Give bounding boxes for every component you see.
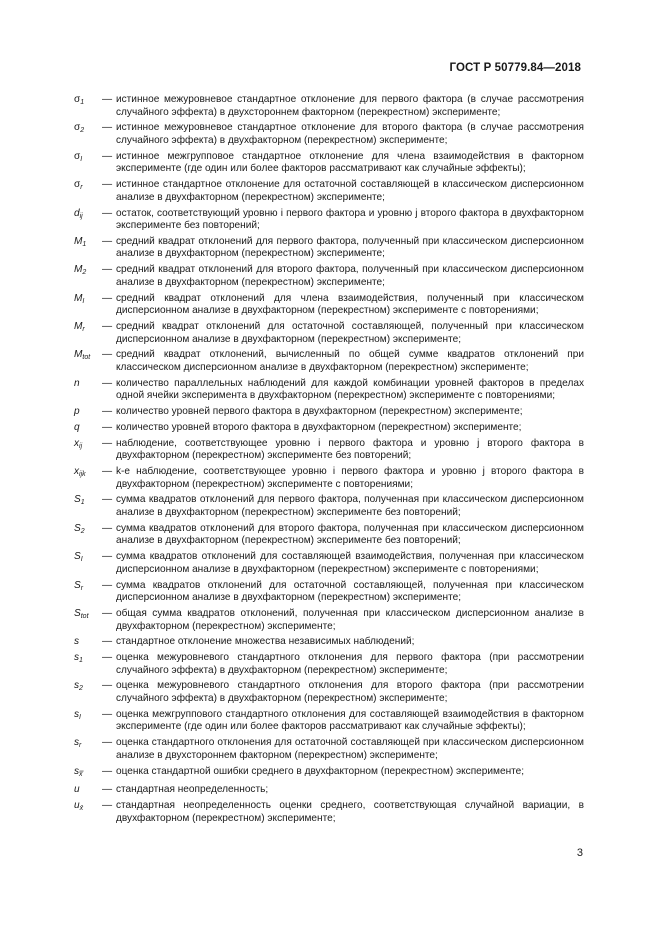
definition-dash: —: [102, 680, 113, 692]
definition-text: стандартная неопределенность;: [116, 784, 269, 796]
definition-symbol: [72, 523, 102, 539]
definition-symbol: [72, 422, 102, 435]
definition-row: [72, 766, 584, 782]
symbol-subscript: 2: [80, 527, 85, 535]
definition-row: [72, 551, 584, 576]
definition-row: [72, 580, 584, 605]
definition-row: [72, 737, 584, 762]
definition-text: оценка межуровневого стандартного отклонения для второго фактора (при рассмотрении случайного эффекта) в двухфакторном (перекрестном) эксперименте;: [116, 680, 584, 705]
definition-text: стандартное отклонение множества независимых наблюдений;: [116, 636, 415, 648]
definition-text: средний квадрат отклонений для второго фактора, полученный при классическом дисперсионном анализе в двухфакторном (перекрестном) эксперименте;: [116, 264, 584, 288]
definition-row: [72, 494, 584, 519]
definition-row: [72, 680, 584, 705]
symbol-base: M: [74, 235, 83, 247]
definition-row: [72, 652, 584, 677]
symbol-base: σ: [74, 122, 81, 134]
definition-text: остаток, соответствующий уровню i первого фактора и уровню j второго фактора в двухфакторном эксперименте без повторений;: [116, 207, 584, 232]
definition-dash: —: [102, 765, 113, 777]
definition-dash: —: [102, 321, 113, 332]
definition-dash: —: [102, 179, 113, 191]
definition-dash: —: [102, 406, 113, 418]
definition-symbol: [72, 636, 102, 649]
symbol-subscript: 2: [79, 685, 83, 693]
definition-text: средний квадрат отклонений, вычисленный по общей сумме квадратов отклонений при классическом дисперсионном анализе в двухфакторном (перекрестном) эксперименте;: [116, 349, 584, 373]
definition-row: [72, 608, 584, 633]
definition-symbol: [72, 122, 102, 138]
symbol-base: x: [74, 437, 80, 449]
definition-dash: —: [102, 349, 113, 361]
symbol-subscript: r: [80, 184, 83, 192]
definition-symbol: [72, 608, 102, 624]
symbol-base: M: [74, 264, 83, 276]
definition-symbol: [72, 466, 102, 482]
symbol-base: σ: [74, 94, 81, 105]
symbol-base: u: [74, 784, 80, 796]
definition-row: [72, 264, 584, 289]
definition-text: оценка стандартного отклонения для остаточной составляющей при классическом дисперсионном анализе в двухстороннем факторном (перекрестном) эксперименте;: [116, 737, 584, 761]
symbol-subscript: ij: [79, 212, 83, 220]
symbol-base: S: [74, 607, 81, 619]
symbol-subscript: I: [79, 713, 81, 721]
definition-symbol: [72, 321, 102, 337]
definition-dash: —: [102, 377, 113, 389]
definition-row: [72, 179, 584, 204]
symbol-base: S: [74, 551, 81, 563]
definition-symbol: [72, 179, 102, 195]
definition-dash: —: [102, 579, 113, 591]
definition-row: [72, 406, 584, 419]
definition-text: общая сумма квадратов отклонений, полученная при классическом дисперсионном анализе в двухфакторном (перекрестном) эксперименте;: [116, 607, 584, 632]
symbol-base: p: [74, 406, 80, 418]
symbol-base: σ: [74, 150, 81, 162]
symbol-subscript: I: [82, 297, 85, 305]
definition-dash: —: [102, 607, 113, 619]
symbol-subscript: tot: [82, 354, 91, 362]
definition-row: [72, 321, 584, 346]
definition-dash: —: [102, 150, 113, 162]
definition-symbol: [72, 784, 102, 797]
symbol-subscript: x̿: [79, 770, 83, 778]
definition-symbol: [72, 151, 102, 167]
symbol-base: s: [74, 652, 80, 664]
definition-text: количество уровней первого фактора в двухфакторном (перекрестном) эксперименте;: [116, 406, 523, 418]
definition-symbol: [72, 680, 102, 696]
definition-text: наблюдение, соответствующее уровню i первого фактора и уровню j второго фактора в двухфакторном (перекрестном) эксперименте без повторений;: [116, 437, 584, 462]
definition-dash: —: [102, 122, 113, 134]
symbol-base: s: [74, 737, 80, 749]
definition-row: [72, 236, 584, 261]
definition-row: [72, 378, 584, 403]
symbol-base: σ: [74, 179, 81, 191]
definition-text: средний квадрат отклонений для члена взаимодействия, полученный при классическом дисперсионном анализе в двухфакторном (перекрестном) эксперименте с повторениями;: [116, 292, 584, 317]
definitions-list: [72, 94, 584, 829]
definition-text: истинное стандартное отклонение для остаточной составляющей в классическом дисперсионном анализе в двухфакторном (перекрестном) эксперименте;: [116, 179, 584, 203]
symbol-subscript: 1: [80, 499, 85, 507]
definition-symbol: [72, 551, 102, 567]
definition-symbol: [72, 264, 102, 280]
definition-text: истинное межуровневое стандартное отклонение для первого фактора (в случае рассмотрения случайного эффекта) в двухстороннем факторном (перекрестном) эксперименте;: [116, 94, 584, 118]
definition-symbol: [72, 236, 102, 252]
symbol-subscript: 2: [82, 269, 87, 277]
symbol-subscript: 2: [80, 127, 85, 135]
definition-symbol: [72, 652, 102, 668]
definition-dash: —: [102, 292, 113, 304]
definition-row: [72, 94, 584, 119]
definition-text: стандартная неопределенность оценки среднего, соответствующая случайной вариации, в двухфакторном (перекрестном) эксперименте;: [116, 800, 584, 824]
definition-dash: —: [102, 737, 113, 749]
definition-symbol: [72, 438, 102, 454]
definition-symbol: [72, 349, 102, 365]
symbol-base: M: [74, 349, 83, 361]
definition-text: оценка межуровневого стандартного отклонения для первого фактора (при рассмотрении случайного эффекта) в двухфакторном (перекрестном) эксперименте;: [116, 652, 584, 676]
definition-symbol: [72, 208, 102, 224]
symbol-base: S: [74, 494, 81, 506]
definition-row: [72, 636, 584, 649]
definition-row: [72, 122, 584, 147]
symbol-base: u: [74, 800, 80, 812]
definition-dash: —: [102, 494, 113, 506]
definition-row: [72, 208, 584, 233]
definition-dash: —: [102, 437, 113, 449]
symbol-base: S: [74, 522, 81, 534]
definition-row: [72, 151, 584, 176]
definition-row: [72, 349, 584, 374]
definition-text: сумма квадратов отклонений для второго фактора, полученная при классическом дисперсионном анализе в двухфакторном (перекрестном) эксперименте без повторений;: [116, 522, 584, 547]
symbol-base: n: [74, 377, 80, 389]
page-number: 3: [576, 847, 583, 859]
definition-dash: —: [102, 421, 113, 433]
document-header: ГОСТ Р 50779.84—2018: [449, 62, 581, 74]
definition-symbol: [72, 378, 102, 391]
definition-dash: —: [102, 264, 113, 276]
definition-text: истинное межуровневое стандартное отклонение для второго фактора (в случае рассмотрения случайного эффекта) в двухфакторном (перекрестном) эксперименте;: [116, 122, 584, 146]
definition-row: [72, 709, 584, 734]
definition-symbol: [72, 766, 102, 782]
definition-text: сумма квадратов отклонений для составляющей взаимодействия, полученная при классическом дисперсионном анализе в двухфакторном (перекрестном) эксперименте с повторениями;: [116, 551, 584, 575]
symbol-base: M: [74, 292, 83, 304]
symbol-subscript: 1: [79, 657, 83, 665]
definition-row: [72, 784, 584, 797]
symbol-subscript: 1: [80, 99, 85, 106]
definition-dash: —: [102, 800, 113, 812]
definition-dash: —: [102, 94, 113, 105]
definition-text: истинное межгрупповое стандартное отклонение для члена взаимодействия в факторном эксперименте (где один или более факторов рассматривают как случайные эффекты);: [116, 150, 584, 175]
definition-row: [72, 422, 584, 435]
definition-dash: —: [102, 636, 113, 648]
definition-dash: —: [102, 466, 113, 478]
symbol-subscript: I: [80, 556, 83, 564]
definition-text: количество уровней второго фактора в двухфакторном (перекрестном) эксперименте;: [116, 421, 522, 433]
symbol-subscript: tot: [80, 612, 89, 620]
symbol-subscript: r: [80, 584, 84, 592]
symbol-subscript: ij: [79, 442, 83, 450]
definition-symbol: [72, 406, 102, 419]
definition-row: [72, 523, 584, 548]
definition-symbol: [72, 709, 102, 725]
definition-text: сумма квадратов отклонений для первого фактора, полученная при классическом дисперсионном анализе в двухфакторном (перекрестном) эксперименте без повторений;: [116, 494, 584, 519]
symbol-subscript: r: [82, 326, 85, 333]
definition-symbol: [72, 580, 102, 596]
definition-text: сумма квадратов отклонений для остаточной составляющей, полученная при классическом дисперсионном анализе в двухфакторном (перекрестном) эксперименте;: [116, 579, 584, 604]
definition-dash: —: [102, 207, 113, 219]
symbol-base: M: [74, 321, 83, 332]
definition-symbol: [72, 737, 102, 753]
definition-text: средний квадрат отклонений для первого фактора, полученный при классическом дисперсионном анализе в двухфакторном (перекрестном) эксперименте;: [116, 235, 584, 260]
definition-symbol: [72, 293, 102, 309]
definition-dash: —: [102, 708, 113, 720]
symbol-base: x: [74, 466, 80, 478]
symbol-base: S: [74, 579, 81, 591]
definition-symbol: [72, 94, 102, 110]
symbol-base: s: [74, 765, 80, 777]
definition-row: [72, 293, 584, 318]
symbol-subscript: x̄: [79, 805, 84, 813]
definition-text: количество параллельных наблюдений для каждой комбинации уровней факторов в пределах одной ячейки эксперимента в двухфакторном (перекрестном) эксперименте с повторениями;: [116, 377, 584, 402]
definition-dash: —: [102, 235, 113, 247]
symbol-subscript: r: [79, 742, 82, 750]
symbol-subscript: 1: [82, 240, 87, 248]
symbol-base: d: [74, 207, 80, 219]
definition-dash: —: [102, 652, 113, 664]
definition-row: [72, 800, 584, 825]
definition-text: k-е наблюдение, соответствующее уровню i первого фактора и уровню j второго фактора в двухфакторном (перекрестном) эксперименте с повторениями;: [116, 466, 584, 490]
definition-text: средний квадрат отклонений для остаточной составляющей, полученный при классическом дисперсионном анализе в двухфакторном (перекрестном) эксперименте;: [116, 321, 584, 345]
symbol-base: s: [74, 636, 80, 648]
definition-dash: —: [102, 551, 113, 563]
symbol-base: q: [74, 421, 80, 433]
definition-text: оценка стандартной ошибки среднего в двухфакторном (перекрестном) эксперименте;: [116, 765, 525, 777]
definition-dash: —: [102, 522, 113, 534]
definition-symbol: [72, 800, 102, 816]
definition-text: оценка межгруппового стандартного отклонения для составляющей взаимодействия в факторном эксперименте (где один или более факторов рассматривают как случайные эффекты);: [116, 708, 584, 733]
symbol-base: s: [74, 708, 80, 720]
symbol-base: s: [74, 680, 80, 692]
definition-row: [72, 466, 584, 491]
definition-dash: —: [102, 784, 113, 796]
definition-symbol: [72, 494, 102, 510]
definition-row: [72, 438, 584, 463]
symbol-subscript: I: [80, 155, 83, 163]
symbol-subscript: ijk: [79, 471, 86, 479]
